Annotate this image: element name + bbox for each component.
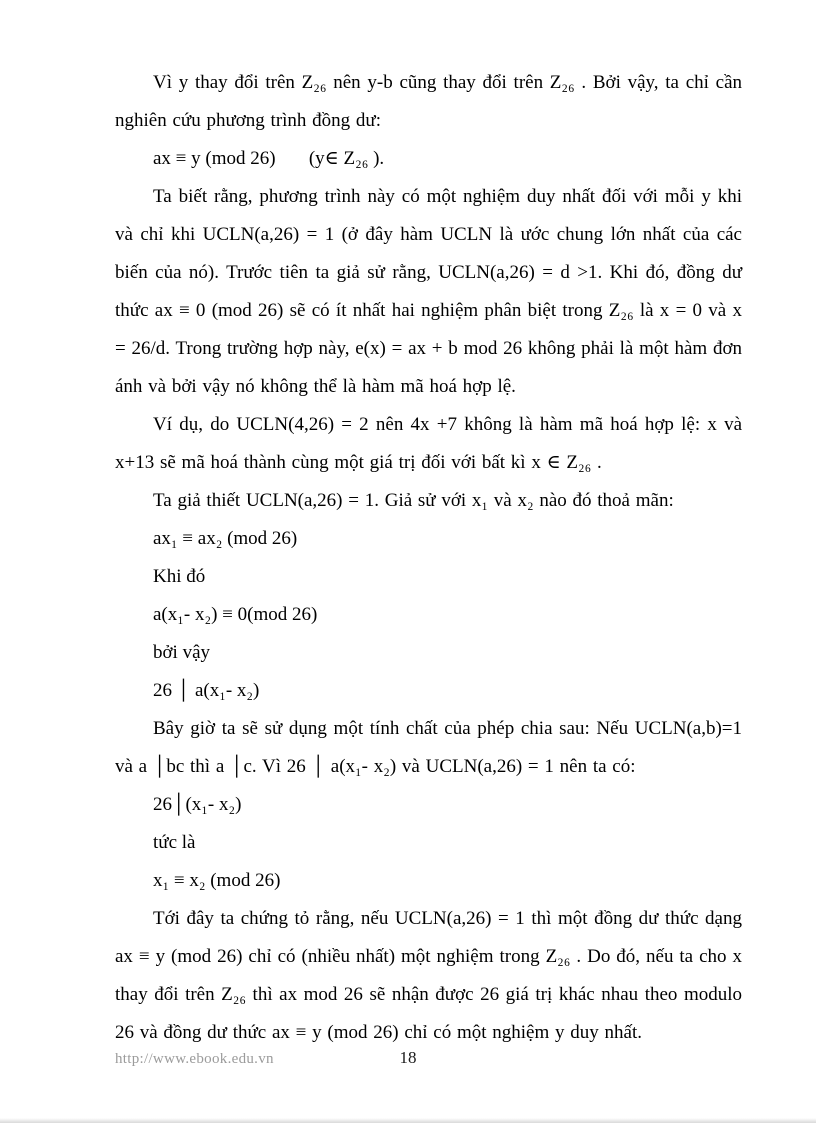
equation-congruence: ax ≡ y (mod 26) (y∈ Z₂₆ ). <box>153 148 385 169</box>
equation-divides-a: 26 │ a(x₁- x₂) <box>153 680 260 701</box>
page-number: 18 <box>399 1048 417 1067</box>
paragraph-assumption: Ta giả thiết UCLN(a,26) = 1. Giả sử với x₁ và x₂ nào đó thoả mãn: <box>153 490 674 511</box>
paragraph-division-rule: Bây giờ ta sẽ sử dụng một tính chất của phép chia sau: Nếu UCLN(a,b)=1 và a │bc thì a │c. Vì 26 │ a(x₁- x₂) và UCLN(a,26) = 1 nên ta có: <box>115 718 742 777</box>
document-body <box>115 64 742 1052</box>
equation-difference: a(x₁- x₂) ≡ 0(mod 26) <box>153 604 318 625</box>
equation-ax1-ax2: ax₁ ≡ ax₂ (mod 26) <box>153 528 298 549</box>
page-bottom-edge <box>0 1118 816 1123</box>
text-line-tuc-la: tức là <box>153 832 196 853</box>
text-line-khi-do: Khi đó <box>153 566 206 587</box>
footer-url: http://www.ebook.edu.vn <box>115 1051 274 1067</box>
paragraph-uniqueness: Ta biết rằng, phương trình này có một nghiệm duy nhất đối với mỗi y khi và chỉ khi UCLN(a,26) = 1 (ở đây hàm UCLN là ước chung lớn nhất của các biến của nó). Trước tiên ta giả sử rằng, UCLN(a,26) = d >1. Khi đó, đồng dư thức ax ≡ 0 (mod 26) sẽ có ít nhất hai nghiệm phân biệt trong Z₂₆ là x = 0 và x = 26/d. Trong trường hợp này, e(x) = ax + b mod 26 không phải là một hàm đơn ánh và bởi vậy nó không thể là hàm mã hoá hợp lệ. <box>115 186 742 397</box>
paragraph-conclusion: Tới đây ta chứng tỏ rằng, nếu UCLN(a,26) = 1 thì một đồng dư thức dạng ax ≡ y (mod 26) chỉ có (nhiều nhất) một nghiệm trong Z₂₆ . Do đó, nếu ta cho x thay đổi trên Z₂₆ thì ax mod 26 sẽ nhận được 26 giá trị khác nhau theo modulo 26 và đồng dư thức ax ≡ y (mod 26) chỉ có một nghiệm y duy nhất. <box>115 908 742 1043</box>
text-line-boi-vay: bởi vậy <box>153 642 211 663</box>
equation-divides-x: 26│(x₁- x₂) <box>153 794 242 815</box>
equation-x1-x2: x₁ ≡ x₂ (mod 26) <box>153 870 281 891</box>
paragraph-intro: Vì y thay đổi trên Z₂₆ nên y-b cũng thay đổi trên Z₂₆ . Bởi vậy, ta chỉ cần nghiên cứu phương trình đồng dư: <box>115 72 742 131</box>
paragraph-example: Ví dụ, do UCLN(4,26) = 2 nên 4x +7 không là hàm mã hoá hợp lệ: x và x+13 sẽ mã hoá thành cùng một giá trị đối với bất kì x ∈ Z₂₆ . <box>115 414 742 473</box>
